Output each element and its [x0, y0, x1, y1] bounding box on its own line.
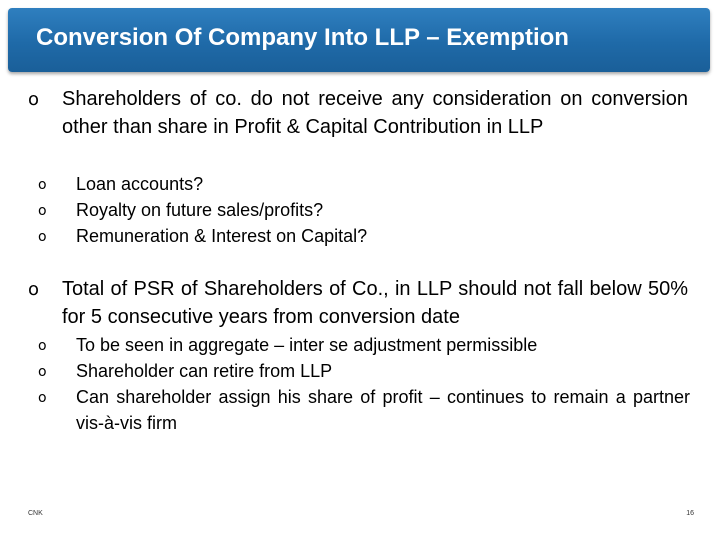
- sub-bullet-circle-icon: o: [38, 364, 47, 380]
- page-number: 16: [686, 510, 694, 517]
- bullet-circle-icon: o: [28, 279, 40, 300]
- sub-point-1-3: Remuneration & Interest on Capital?: [76, 226, 368, 246]
- sub-bullet-circle-icon: o: [38, 177, 47, 193]
- sub-bullet-circle-icon: o: [38, 229, 47, 245]
- main-point-1: Shareholders of co. do not receive any consideration on conversion other than share in Profit & Capital Contribution in LLP: [62, 88, 688, 138]
- sub-point-2-2: Shareholder can retire from LLP: [76, 361, 333, 381]
- sub-bullet-circle-icon: o: [38, 203, 47, 219]
- sub-point-1-2: Royalty on future sales/profits?: [76, 200, 324, 220]
- sub-bullet-circle-icon: o: [38, 338, 47, 354]
- sub-point-2-3: Can shareholder assign his share of profit – continues to remain a partner vis-à-vis firm: [76, 387, 690, 433]
- footer-author: CNK: [28, 510, 43, 517]
- sub-bullet-circle-icon: o: [38, 390, 47, 406]
- main-point-2: Total of PSR of Shareholders of Co., in LLP should not fall below 50% for 5 consecutive years from conversion date: [62, 278, 688, 328]
- sub-point-1-1: Loan accounts?: [76, 174, 204, 194]
- sub-point-2-1: To be seen in aggregate – inter se adjustment permissible: [76, 335, 538, 355]
- bullet-circle-icon: o: [28, 89, 40, 110]
- slide-title: Conversion Of Company Into LLP – Exemption: [36, 24, 569, 51]
